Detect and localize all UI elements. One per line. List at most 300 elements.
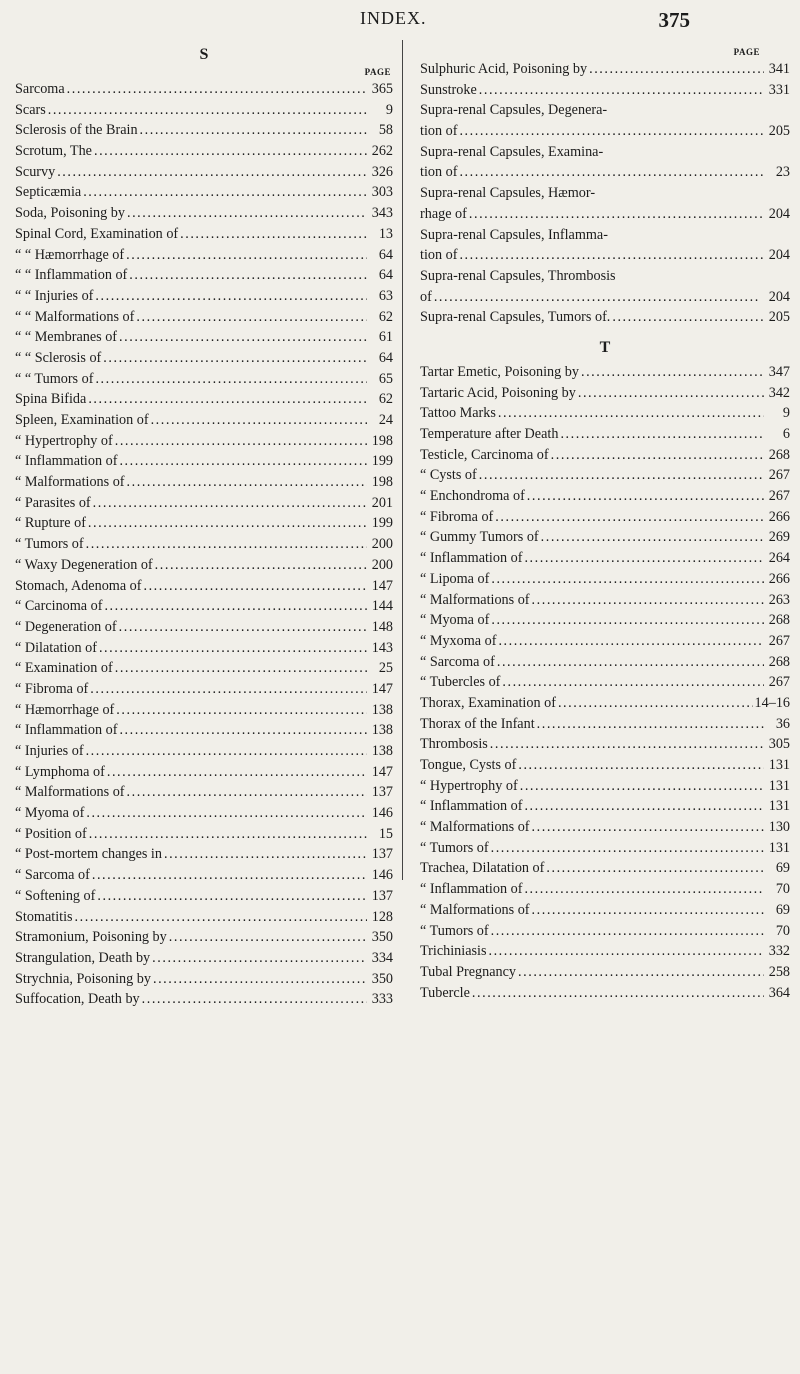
entry-page-number: 9 (385, 101, 393, 118)
leader-dots (541, 527, 764, 548)
entry-page-number: 147 (371, 680, 393, 697)
index-entry (420, 755, 790, 776)
entry-page-number: 268 (768, 612, 790, 629)
entry-label: “ Carcinoma of (15, 598, 103, 615)
leader-dots (126, 245, 367, 266)
index-entry (420, 838, 790, 859)
index-entry (15, 245, 393, 266)
leader-dots (490, 734, 764, 755)
entry-page-number: 199 (371, 515, 393, 532)
index-entry (420, 921, 790, 942)
index-entry (15, 182, 393, 203)
index-entry (420, 714, 790, 735)
index-entry (15, 451, 393, 472)
column-divider (402, 40, 403, 880)
leader-dots (67, 79, 367, 100)
entry-page-number: 130 (768, 819, 790, 836)
entry-page-number: 205 (768, 309, 790, 326)
entry-page-number: 365 (371, 81, 393, 97)
running-title: INDEX. (360, 8, 427, 28)
entry-label: “ Malformations of (420, 901, 530, 918)
leader-dots (479, 80, 764, 101)
entry-page-number: 268 (768, 446, 790, 463)
entry-page-number: 70 (775, 922, 790, 939)
entry-label: “ Rupture of (15, 515, 86, 532)
index-entry (15, 865, 393, 886)
index-entry (15, 224, 393, 245)
index-entry (420, 962, 790, 983)
entry-page-number: 347 (768, 363, 790, 380)
entry-label: Tongue, Cysts of (420, 757, 517, 773)
entry-label-line: Supra-renal Capsules, Hæmor- (420, 185, 596, 202)
entry-label: “ Inflammation of (15, 722, 118, 739)
leader-dots (93, 493, 367, 514)
entry-label: Tubercle (420, 984, 470, 1001)
entry-label: tion of (420, 123, 458, 140)
leader-dots (116, 700, 367, 721)
entry-page-number: 343 (371, 205, 393, 222)
leader-dots (155, 555, 367, 576)
leader-dots (90, 679, 367, 700)
leader-dots (520, 776, 764, 797)
index-list-s (15, 79, 393, 1010)
leader-dots (88, 513, 367, 534)
leader-dots (95, 286, 367, 307)
entry-label: “ Hypertrophy of (15, 432, 113, 449)
entry-label: “ Post-mortem changes in (15, 846, 162, 863)
entry-label: “ Dilatation of (15, 639, 97, 656)
index-entry (420, 527, 790, 548)
entry-label: Trichiniasis (420, 943, 487, 960)
entry-label: of (420, 288, 432, 305)
leader-dots (497, 652, 764, 673)
entry-label: Sarcoma (15, 81, 65, 97)
entry-page-number: 25 (378, 660, 393, 677)
entry-label: Tubal Pregnancy (420, 963, 517, 980)
index-entry (420, 672, 790, 693)
entry-page-number: 303 (371, 184, 393, 201)
entry-page-number: 262 (371, 143, 393, 160)
index-entry (15, 327, 393, 348)
index-entry (420, 80, 790, 101)
entry-page-number: 342 (768, 384, 790, 401)
index-entry (15, 472, 393, 493)
index-entry (15, 989, 393, 1010)
entry-label: “ Tubercles of (420, 674, 501, 691)
leader-dots (495, 507, 764, 528)
entry-label: Supra-renal Capsules, Tumors of. (420, 309, 611, 326)
leader-dots (532, 817, 764, 838)
entry-page-number: 64 (378, 267, 393, 284)
leader-dots (581, 362, 764, 383)
index-entry (15, 907, 393, 928)
leader-dots (104, 596, 367, 617)
index-entry (420, 307, 790, 328)
leader-dots (498, 631, 764, 652)
entry-page-number: 350 (371, 970, 393, 987)
entry-page-number: 305 (768, 736, 790, 753)
entry-page-number: 147 (371, 577, 393, 594)
entry-page-number: 143 (371, 639, 393, 656)
entry-page-number: 138 (371, 743, 393, 759)
index-entry (15, 141, 393, 162)
leader-dots (537, 714, 764, 735)
index-entry (15, 100, 393, 121)
entry-page-number: 350 (371, 929, 393, 946)
index-list-t (420, 362, 790, 1003)
index-entry (420, 245, 790, 266)
section-letter-t: T (599, 338, 611, 356)
entry-label: “ Inflammation of (15, 453, 118, 470)
entry-label: “ Cysts of (420, 467, 477, 484)
index-entry (15, 389, 393, 410)
entry-page-number: 36 (775, 715, 790, 732)
entry-page-number: 131 (768, 839, 790, 856)
index-entry (420, 424, 790, 445)
entry-label: Thorax, Examination of (420, 694, 556, 711)
index-entry (15, 638, 393, 659)
leader-dots (502, 672, 764, 693)
index-entry (420, 941, 790, 962)
leader-dots (527, 486, 764, 507)
leader-dots (86, 741, 367, 762)
entry-page-number: 267 (768, 632, 790, 649)
entry-page-number: 331 (768, 81, 790, 98)
index-entry (15, 493, 393, 514)
index-entry (420, 776, 790, 797)
entry-page-number: 204 (768, 288, 790, 305)
index-entry (15, 576, 393, 597)
leader-dots (459, 245, 764, 266)
entry-label: “ Tumors of (420, 839, 489, 856)
leader-dots (83, 182, 367, 203)
entry-page-number: 269 (768, 529, 790, 546)
entry-label: Tartaric Acid, Poisoning by (420, 384, 576, 401)
index-entry (15, 886, 393, 907)
entry-label: “ Lipoma of (420, 570, 490, 587)
leader-dots (469, 204, 764, 225)
index-entry (15, 513, 393, 534)
index-entry (420, 204, 790, 225)
entry-label: “ Parasites of (15, 494, 91, 511)
leader-dots (612, 307, 764, 328)
index-entry (15, 844, 393, 865)
entry-label: “ Injuries of (15, 743, 84, 759)
entry-page-number: 138 (371, 722, 393, 739)
leader-dots (129, 265, 367, 286)
leader-dots (89, 824, 367, 845)
leader-dots (143, 576, 367, 597)
entry-label: “ Softening of (15, 887, 96, 904)
leader-dots (164, 844, 367, 865)
index-entry (420, 652, 790, 673)
entry-page-number: 64 (378, 246, 393, 263)
leader-dots (115, 658, 367, 679)
entry-label: Scars (15, 101, 46, 118)
index-entry (15, 120, 393, 141)
entry-label: “ “ Malformations of (15, 308, 135, 325)
leader-dots (48, 100, 367, 121)
entry-page-number: 267 (768, 467, 790, 484)
index-entry (420, 383, 790, 404)
index-entry (15, 555, 393, 576)
page-column-label: PAGE (733, 47, 760, 57)
entry-page-number: 23 (775, 164, 790, 181)
leader-dots (546, 858, 764, 879)
entry-label: Scrotum, The (15, 143, 92, 160)
entry-page-number: 332 (768, 943, 790, 960)
index-entry (15, 927, 393, 948)
index-entry (420, 486, 790, 507)
index-entry (420, 590, 790, 611)
entry-label: rhage of (420, 205, 467, 222)
entry-label: “ Myoma of (420, 612, 490, 629)
entry-page-number: 6 (782, 426, 790, 442)
page-column-label: PAGE (364, 67, 391, 77)
leader-dots (119, 617, 367, 638)
entry-label: “ “ Injuries of (15, 287, 94, 304)
entry-page-number: 334 (371, 949, 393, 966)
entry-label-line: Supra-renal Capsules, Degenera- (420, 102, 608, 119)
leader-dots (151, 410, 367, 431)
leader-dots (524, 796, 764, 817)
entry-label: “ Waxy Degeneration of (15, 556, 153, 573)
entry-page-number: 341 (768, 61, 790, 77)
entry-page-number: 364 (768, 984, 790, 1001)
entry-label: tion of (420, 247, 458, 264)
entry-label: “ “ Inflammation of (15, 267, 128, 284)
index-entry (420, 631, 790, 652)
leader-dots (140, 120, 367, 141)
leader-dots (532, 590, 764, 611)
leader-dots (86, 534, 367, 555)
entry-page-number: 333 (371, 991, 393, 1008)
entry-page-number: 58 (378, 122, 393, 139)
entry-page-number: 137 (371, 887, 393, 904)
index-entry (420, 983, 790, 1004)
entry-page-number: 266 (768, 570, 790, 587)
entry-label: Spinal Cord, Examination of (15, 225, 179, 242)
leader-dots (86, 803, 367, 824)
leader-dots (532, 900, 764, 921)
entry-label: Strychnia, Poisoning by (15, 970, 151, 987)
leader-dots (119, 327, 367, 348)
leader-dots (99, 638, 367, 659)
leader-dots (488, 941, 764, 962)
index-entry (420, 507, 790, 528)
entry-page-number: 258 (768, 963, 790, 980)
page-number: 375 (658, 8, 690, 32)
index-entry (15, 431, 393, 452)
entry-label: “ Degeneration of (15, 618, 117, 635)
index-entry (15, 803, 393, 824)
index-entry (15, 658, 393, 679)
index-entry (15, 410, 393, 431)
index-entry (15, 596, 393, 617)
index-entry (420, 817, 790, 838)
entry-label: Scurvy (15, 163, 56, 180)
index-entry (420, 403, 790, 424)
entry-label: “ Myoma of (15, 805, 85, 822)
leader-dots (75, 907, 367, 928)
entry-page-number: 14–16 (754, 694, 790, 711)
entry-page-number: 326 (371, 163, 393, 180)
entry-label: Sulphuric Acid, Poisoning by (420, 61, 588, 77)
entry-page-number: 69 (775, 901, 790, 918)
index-entry (15, 824, 393, 845)
index-entry (420, 59, 790, 80)
entry-page-number: 13 (378, 225, 393, 242)
entry-page-number: 266 (768, 508, 790, 525)
leader-dots (142, 989, 367, 1010)
entry-label: Stomach, Adenoma of (15, 577, 142, 594)
leader-dots (560, 424, 764, 445)
leader-dots (491, 921, 764, 942)
index-entry (15, 203, 393, 224)
entry-label: Soda, Poisoning by (15, 205, 125, 222)
leader-dots (180, 224, 367, 245)
index-entry (420, 879, 790, 900)
entry-page-number: 264 (768, 550, 790, 567)
index-entry (15, 162, 393, 183)
leader-dots (459, 121, 764, 142)
entry-page-number: 65 (378, 370, 393, 387)
entry-label: “ Hæmorrhage of (15, 701, 115, 718)
entry-label: “ “ Membranes of (15, 329, 118, 346)
leader-dots (518, 755, 764, 776)
entry-page-number: 198 (371, 432, 393, 449)
entry-page-number: 147 (371, 763, 393, 780)
entry-label: “ Position of (15, 825, 87, 842)
entry-page-number: 201 (371, 494, 393, 511)
index-entry (15, 741, 393, 762)
leader-dots (103, 348, 367, 369)
index-entry (15, 265, 393, 286)
entry-page-number: 9 (782, 405, 790, 422)
index-entry (15, 534, 393, 555)
leader-dots (434, 287, 764, 308)
leader-dots (94, 141, 367, 162)
left-column (15, 45, 393, 1010)
entry-label: “ Tumors of (420, 922, 489, 939)
entry-label: Testicle, Carcinoma of (420, 446, 549, 463)
leader-dots (119, 720, 367, 741)
entry-page-number: 138 (371, 701, 393, 718)
entry-page-number: 144 (371, 598, 393, 615)
entry-page-number: 63 (378, 287, 393, 304)
entry-page-number: 137 (371, 784, 393, 801)
entry-label: “ Myxoma of (420, 632, 497, 649)
index-entry (420, 693, 790, 714)
page-header (360, 8, 690, 38)
right-column (420, 45, 790, 1003)
entry-label-line: Supra-renal Capsules, Inflamma- (420, 226, 608, 243)
entry-label: “ Enchondroma of (420, 488, 525, 505)
leader-dots (491, 610, 764, 631)
entry-page-number: 200 (371, 556, 393, 573)
leader-dots (95, 369, 367, 390)
entry-page-number: 64 (378, 349, 393, 366)
index-entry (15, 348, 393, 369)
leader-dots (578, 383, 764, 404)
entry-label: “ Examination of (15, 660, 113, 677)
entry-label: Suffocation, Death by (15, 991, 140, 1008)
entry-label: Sclerosis of the Brain (15, 122, 138, 139)
entry-label: Tartar Emetic, Poisoning by (420, 363, 579, 380)
index-entry (420, 569, 790, 590)
entry-label: Septicæmia (15, 184, 82, 201)
leader-dots (524, 879, 764, 900)
entry-label: Spina Bifida (15, 391, 87, 408)
entry-page-number: 267 (768, 488, 790, 505)
leader-dots (169, 927, 367, 948)
entry-label: “ Inflammation of (420, 798, 523, 815)
index-entry (420, 734, 790, 755)
leader-dots (472, 983, 764, 1004)
entry-label: “ Gummy Tumors of (420, 529, 539, 546)
entry-page-number: 128 (371, 908, 393, 925)
leader-dots (119, 451, 367, 472)
entry-label: Stomatitis (15, 908, 73, 925)
index-entry (420, 121, 790, 142)
index-entry (420, 362, 790, 383)
entry-page-number: 200 (371, 536, 393, 553)
leader-dots (92, 865, 367, 886)
entry-label: Sunstroke (420, 81, 477, 98)
leader-dots (153, 969, 367, 990)
index-entry (15, 782, 393, 803)
entry-page-number: 148 (371, 618, 393, 635)
entry-label: Spleen, Examination of (15, 412, 149, 428)
entry-page-number: 146 (371, 805, 393, 822)
leader-dots (88, 389, 367, 410)
entry-label: Tattoo Marks (420, 405, 496, 422)
entry-label-line: Supra-renal Capsules, Thrombosis (420, 267, 616, 284)
entry-label: “ “ Tumors of (15, 370, 94, 387)
entry-page-number: 204 (768, 205, 790, 222)
index-entry (420, 548, 790, 569)
index-entry (15, 286, 393, 307)
entry-page-number: 204 (768, 247, 790, 264)
leader-dots (107, 762, 367, 783)
index-entry (420, 858, 790, 879)
entry-label: tion of (420, 164, 458, 181)
entry-page-number: 268 (768, 653, 790, 670)
index-entry (15, 762, 393, 783)
index-entry (15, 700, 393, 721)
index-entry (15, 617, 393, 638)
leader-dots (127, 472, 367, 493)
leader-dots (551, 445, 764, 466)
entry-label: “ Tumors of (15, 536, 84, 553)
index-entry (420, 445, 790, 466)
entry-page-number: 62 (378, 308, 393, 325)
leader-dots (152, 948, 367, 969)
leader-dots (479, 465, 764, 486)
entry-label: “ “ Sclerosis of (15, 349, 102, 366)
entry-label: “ Malformations of (420, 591, 530, 608)
entry-label: Thorax of the Infant (420, 715, 535, 732)
index-entry (420, 287, 790, 308)
leader-dots (498, 403, 764, 424)
index-entry (15, 307, 393, 328)
index-list-s-continued (420, 59, 790, 328)
entry-page-number: 267 (768, 674, 790, 691)
leader-dots (491, 569, 764, 590)
leader-dots (127, 782, 367, 803)
leader-dots (459, 162, 764, 183)
entry-page-number: 69 (775, 860, 790, 877)
